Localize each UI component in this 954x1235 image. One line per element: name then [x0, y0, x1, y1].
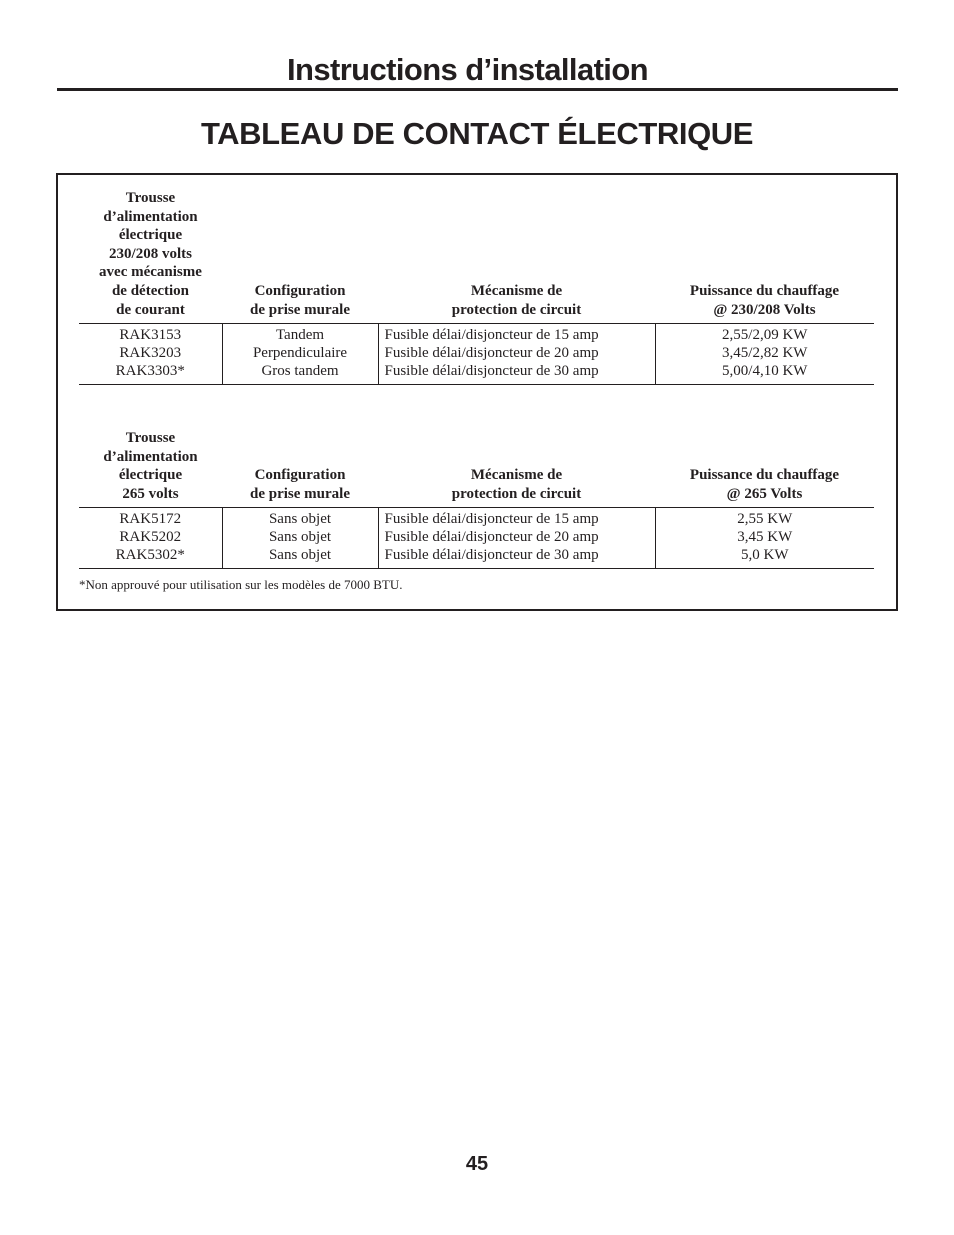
column-header-wall-receptacle: Configuration de prise murale: [222, 189, 378, 324]
column-header-wall-receptacle: Configuration de prise murale: [222, 429, 378, 508]
receptacle-cell: Sans objet Sans objet Sans objet: [222, 508, 378, 569]
model-cell: RAK3153 RAK3203 RAK3303*: [79, 324, 222, 385]
table-row: [79, 324, 874, 385]
page-heading: TABLEAU DE CONTACT ÉLECTRIQUE: [200, 116, 754, 151]
model-cell: RAK5172 RAK5202 RAK5302*: [79, 508, 222, 569]
electrical-contact-table-box: [56, 173, 898, 611]
column-header-circuit-protection: Mécanisme de protection de circuit: [378, 429, 655, 508]
protection-cell: Fusible délai/disjoncteur de 15 amp Fusible délai/disjoncteur de 20 amp Fusible délai/disjoncteur de 30 amp: [378, 508, 655, 569]
title-rule: [57, 88, 898, 91]
section-title: Instructions d’installation: [287, 52, 648, 87]
heater-power-cell: 2,55 KW 3,45 KW 5,0 KW: [655, 508, 874, 569]
column-header-heater-power: Puissance du chauffage @ 230/208 Volts: [655, 189, 874, 324]
column-header-power-kit: Trousse d’alimentation électrique 265 volts: [79, 429, 222, 508]
power-kit-table-265: [79, 429, 874, 569]
table-row: [79, 508, 874, 569]
power-kit-table-230-208: [79, 189, 874, 385]
heater-power-cell: 2,55/2,09 KW 3,45/2,82 KW 5,00/4,10 KW: [655, 324, 874, 385]
column-header-power-kit: Trousse d’alimentation électrique 230/208 volts avec mécanisme de détection de courant: [79, 189, 222, 324]
page-number: 45: [465, 1153, 489, 1175]
footnote: *Non approuvé pour utilisation sur les modèles de 7000 BTU.: [79, 577, 403, 592]
column-header-circuit-protection: Mécanisme de protection de circuit: [378, 189, 655, 324]
protection-cell: Fusible délai/disjoncteur de 15 amp Fusible délai/disjoncteur de 20 amp Fusible délai/disjoncteur de 30 amp: [378, 324, 655, 385]
column-header-heater-power: Puissance du chauffage @ 265 Volts: [655, 429, 874, 508]
table-header-row: [79, 189, 874, 324]
table-header-row: [79, 429, 874, 508]
receptacle-cell: Tandem Perpendiculaire Gros tandem: [222, 324, 378, 385]
